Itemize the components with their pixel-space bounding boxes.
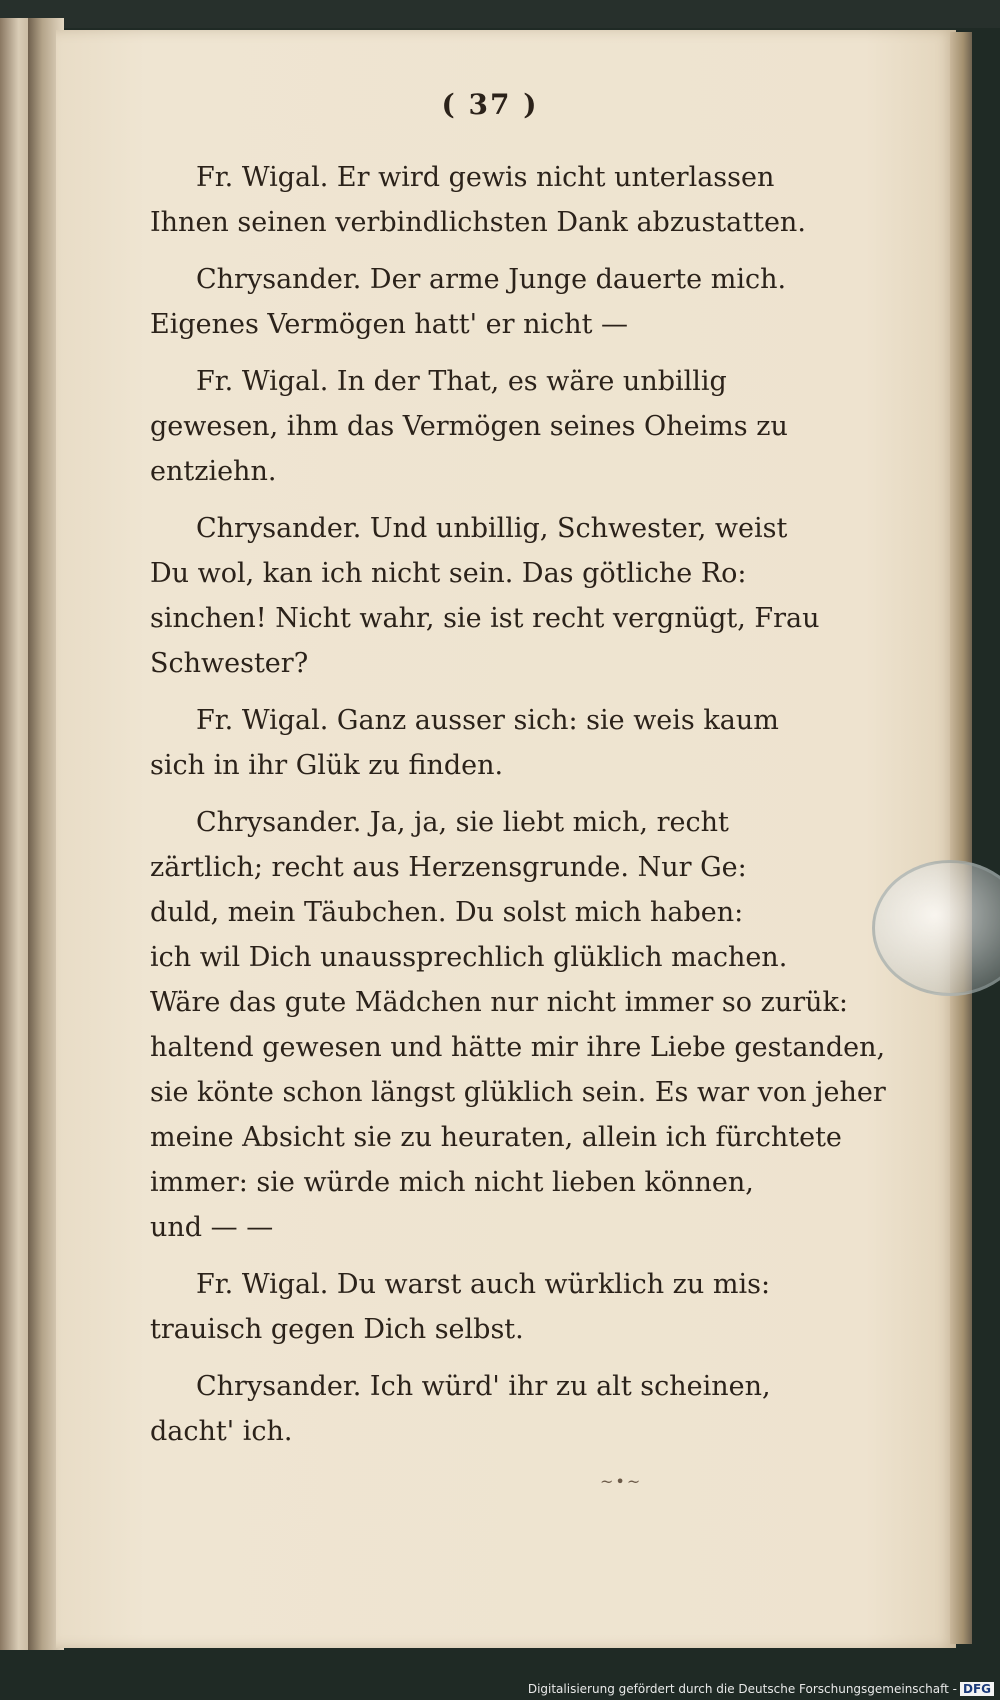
text-line: Fr. Wigal. Er wird gewis nicht unterlassen: [196, 162, 775, 193]
text-line: zärtlich; recht aus Herzensgrunde. Nur Ge:: [150, 852, 747, 883]
dialogue-paragraph: [150, 698, 830, 788]
text-line: Du wol, kan ich nicht sein. Das götliche Ro:: [150, 558, 747, 589]
page-stack-edge: [950, 32, 972, 1644]
dialogue-paragraph: [150, 359, 830, 494]
text-line: meine Absicht sie zu heuraten, allein ich fürchtete: [150, 1122, 842, 1153]
credit-text: Digitalisierung gefördert durch die Deutsche Forschungsgemeinschaft -: [527, 1682, 957, 1696]
page-number: ( 37 ): [441, 88, 539, 121]
dfg-logo: DFG: [960, 1682, 994, 1696]
digitization-credit: [528, 1682, 994, 1696]
text-line: gewesen, ihm das Vermögen seines Oheims zu: [150, 411, 788, 442]
text-line: und — —: [150, 1212, 274, 1243]
dialogue-paragraph: [150, 1262, 830, 1352]
text-line: Wäre das gute Mädchen nur nicht immer so zurük:: [150, 987, 848, 1018]
text-line: dacht' ich.: [150, 1416, 293, 1447]
dialogue-paragraph: [150, 155, 830, 245]
text-line: Chrysander. Ich würd' ihr zu alt scheinen,: [196, 1371, 771, 1402]
footer-ornament: ~•~: [600, 1472, 643, 1491]
text-line: Ihnen seinen verbindlichsten Dank abzustatten.: [150, 207, 806, 238]
dialogue-paragraph: [150, 800, 886, 1250]
text-line: Fr. Wigal. In der That, es wäre unbillig: [196, 366, 727, 397]
dialogue-paragraph: [150, 1364, 830, 1454]
text-line: Chrysander. Und unbillig, Schwester, weist: [196, 513, 788, 544]
text-line: immer: sie würde mich nicht lieben können,: [150, 1167, 754, 1198]
book-cover-edge: [0, 0, 1000, 28]
text-line: Schwester?: [150, 648, 309, 679]
text-line: Fr. Wigal. Ganz ausser sich: sie weis kaum: [196, 705, 779, 736]
page-text: [150, 88, 886, 1466]
text-line: trauisch gegen Dich selbst.: [150, 1314, 524, 1345]
text-line: sich in ihr Glük zu finden.: [150, 750, 504, 781]
text-line: ich wil Dich unaussprechlich glüklich machen.: [150, 942, 788, 973]
dialogue-paragraph: [150, 257, 830, 347]
text-line: Chrysander. Der arme Junge dauerte mich.: [196, 264, 787, 295]
text-line: Chrysander. Ja, ja, sie liebt mich, recht: [196, 807, 729, 838]
text-line: Eigenes Vermögen hatt' er nicht —: [150, 309, 629, 340]
text-line: Fr. Wigal. Du warst auch würklich zu mis:: [196, 1269, 771, 1300]
dialogue-paragraph: [150, 506, 830, 686]
text-line: sinchen! Nicht wahr, sie ist recht vergnügt, Frau: [150, 603, 820, 634]
text-line: entziehn.: [150, 456, 277, 487]
text-line: duld, mein Täubchen. Du solst mich haben:: [150, 897, 744, 928]
text-line: sie könte schon längst glüklich sein. Es war von jeher: [150, 1077, 886, 1108]
dialogue-body: [150, 155, 886, 1454]
text-line: haltend gewesen und hätte mir ihre Liebe gestanden,: [150, 1032, 886, 1063]
